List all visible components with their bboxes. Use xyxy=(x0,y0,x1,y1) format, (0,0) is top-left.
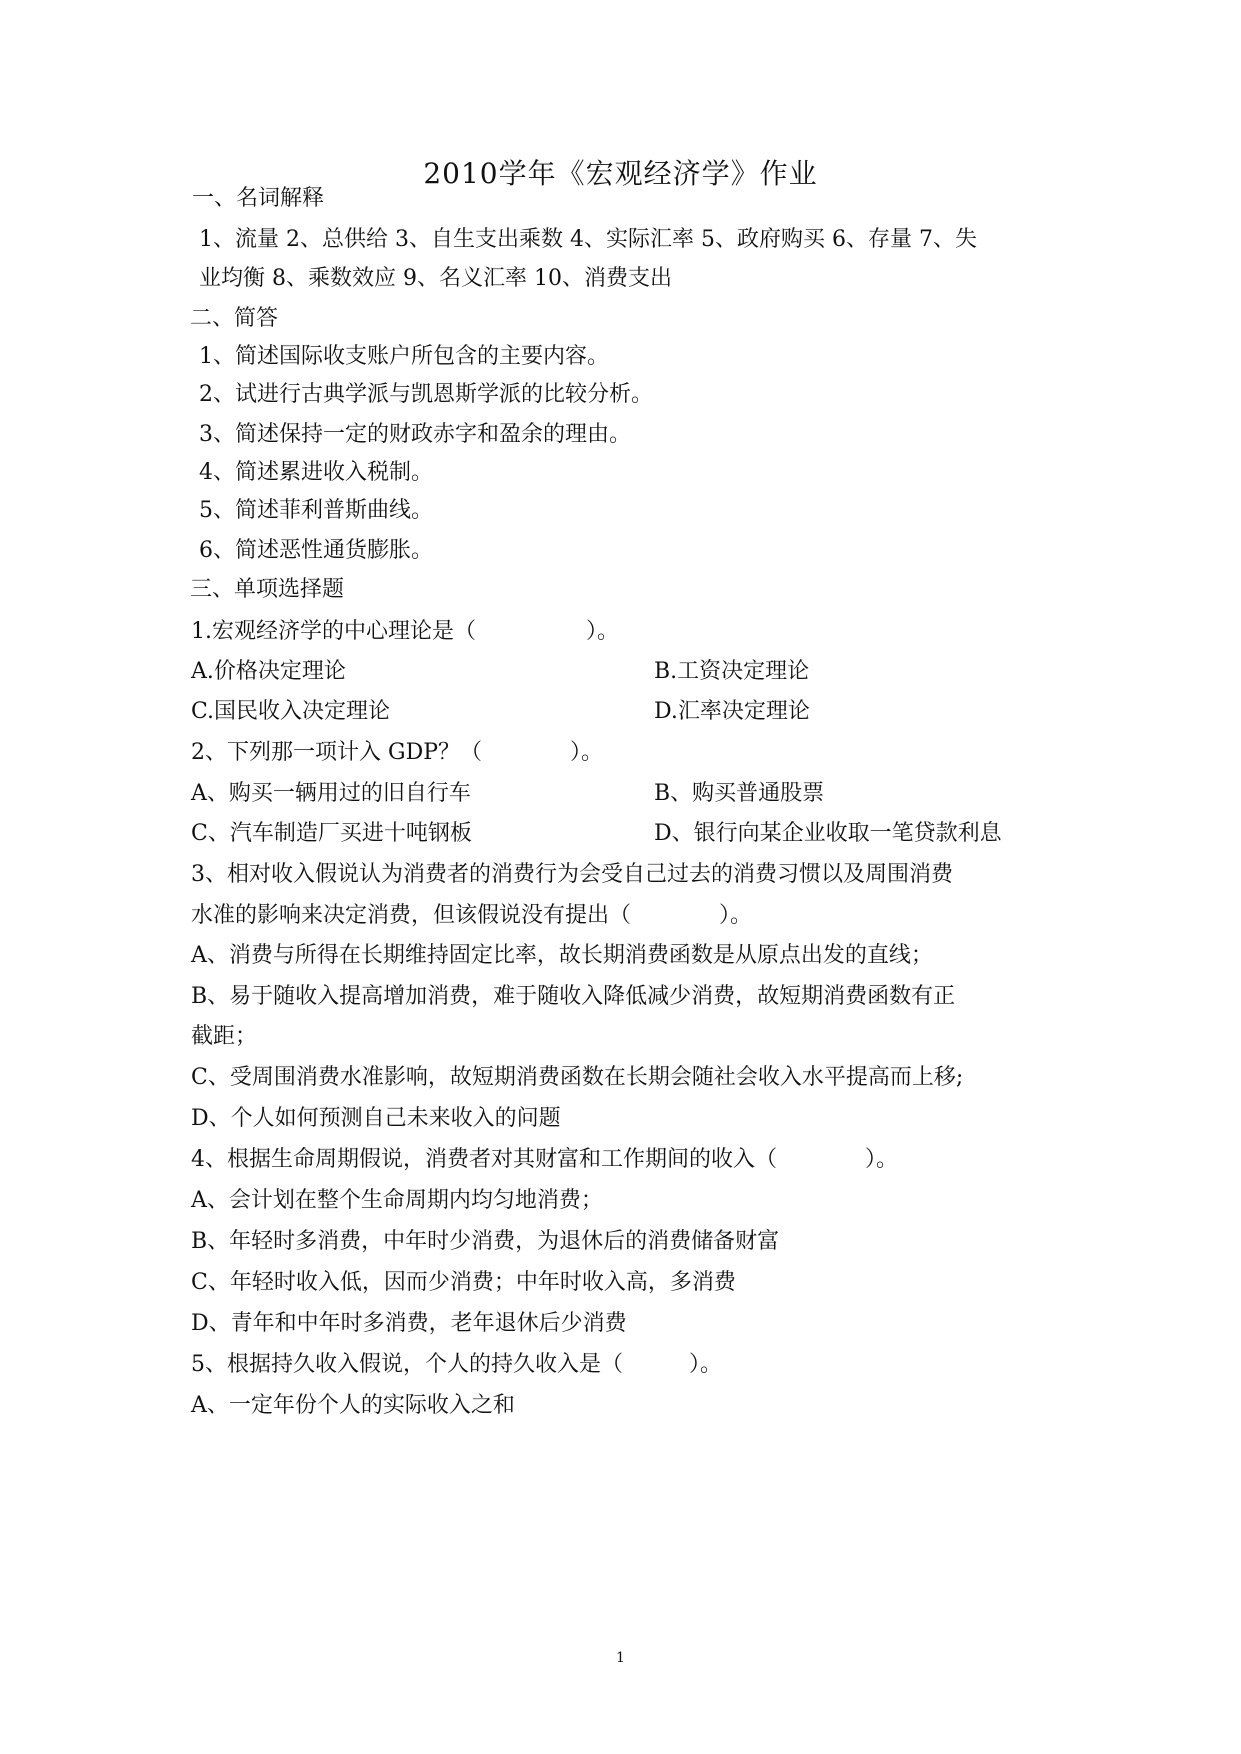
short-answer-item: 1、简述国际收支账户所包含的主要内容。 xyxy=(199,344,609,369)
option-c: C、年轻时收入低，因而少消费；中年时收入高，多消费 xyxy=(191,1270,736,1295)
option-a: A、会计划在整个生命周期内均匀地消费； xyxy=(191,1188,603,1213)
option-a: A、消费与所得在长期维持固定比率，故长期消费函数是从原点出发的直线； xyxy=(191,943,933,968)
option-d: D、个人如何预测自己未来收入的问题 xyxy=(191,1106,561,1131)
option-d: D、银行向某企业收取一笔贷款利息 xyxy=(654,821,1002,846)
option-a: A.价格决定理论 xyxy=(191,659,346,684)
short-answer-item: 2、试进行古典学派与凯恩斯学派的比较分析。 xyxy=(199,382,653,407)
section-heading-terms: 一、名词解释 xyxy=(192,186,325,211)
option-b: B.工资决定理论 xyxy=(654,659,810,684)
question-stem: 5、根据持久收入假说，个人的持久收入是（ ）。 xyxy=(191,1352,722,1377)
short-answer-item: 3、简述保持一定的财政赤字和盈余的理由。 xyxy=(199,422,631,447)
section-heading-short-answer: 二、简答 xyxy=(190,306,279,331)
option-d: D、青年和中年时多消费，老年退休后少消费 xyxy=(191,1311,627,1336)
option-b-line-2: 截距； xyxy=(191,1024,258,1049)
terms-line-1: 1、流量 2、总供给 3、自生支出乘数 4、实际汇率 5、政府购买 6、存量 7、失 xyxy=(199,227,977,252)
terms-line-2: 业均衡 8、乘数效应 9、名义汇率 10、消费支出 xyxy=(199,266,672,291)
section-heading-multiple-choice: 三、单项选择题 xyxy=(190,577,345,602)
question-stem-line-1: 3、相对收入假说认为消费者的消费行为会受自己过去的消费习惯以及周围消费 xyxy=(191,862,953,887)
question-stem-line-2: 水准的影响来决定消费，但该假说没有提出（ ）。 xyxy=(191,903,753,928)
option-b-line-1: B、易于随收入提高增加消费，难于随收入降低减少消费，故短期消费函数有正 xyxy=(191,984,956,1009)
option-a: A、一定年份个人的实际收入之和 xyxy=(191,1393,515,1418)
question-stem: 2、下列那一项计入 GDP？（ ）。 xyxy=(191,740,604,765)
document-title: 2010学年《宏观经济学》作业 xyxy=(423,157,818,190)
short-answer-item: 4、简述累进收入税制。 xyxy=(199,460,433,485)
option-b: B、年轻时多消费，中年时少消费，为退休后的消费储备财富 xyxy=(191,1229,780,1254)
option-c: C、受周围消费水准影响，故短期消费函数在长期会随社会收入水平提高而上移; xyxy=(191,1065,964,1090)
option-c: C.国民收入决定理论 xyxy=(191,699,391,724)
option-a: A、购买一辆用过的旧自行车 xyxy=(191,781,471,806)
option-b: B、购买普通股票 xyxy=(654,781,825,806)
page-number: 1 xyxy=(616,1650,625,1666)
question-stem: 1.宏观经济学的中心理论是（ ）。 xyxy=(191,619,619,644)
option-d: D.汇率决定理论 xyxy=(654,699,810,724)
question-stem: 4、根据生命周期假说，消费者对其财富和工作期间的收入（ ）。 xyxy=(191,1147,898,1172)
short-answer-item: 5、简述菲利普斯曲线。 xyxy=(199,498,433,523)
short-answer-item: 6、简述恶性通货膨胀。 xyxy=(199,538,433,563)
option-c: C、汽车制造厂买进十吨钢板 xyxy=(191,821,472,846)
